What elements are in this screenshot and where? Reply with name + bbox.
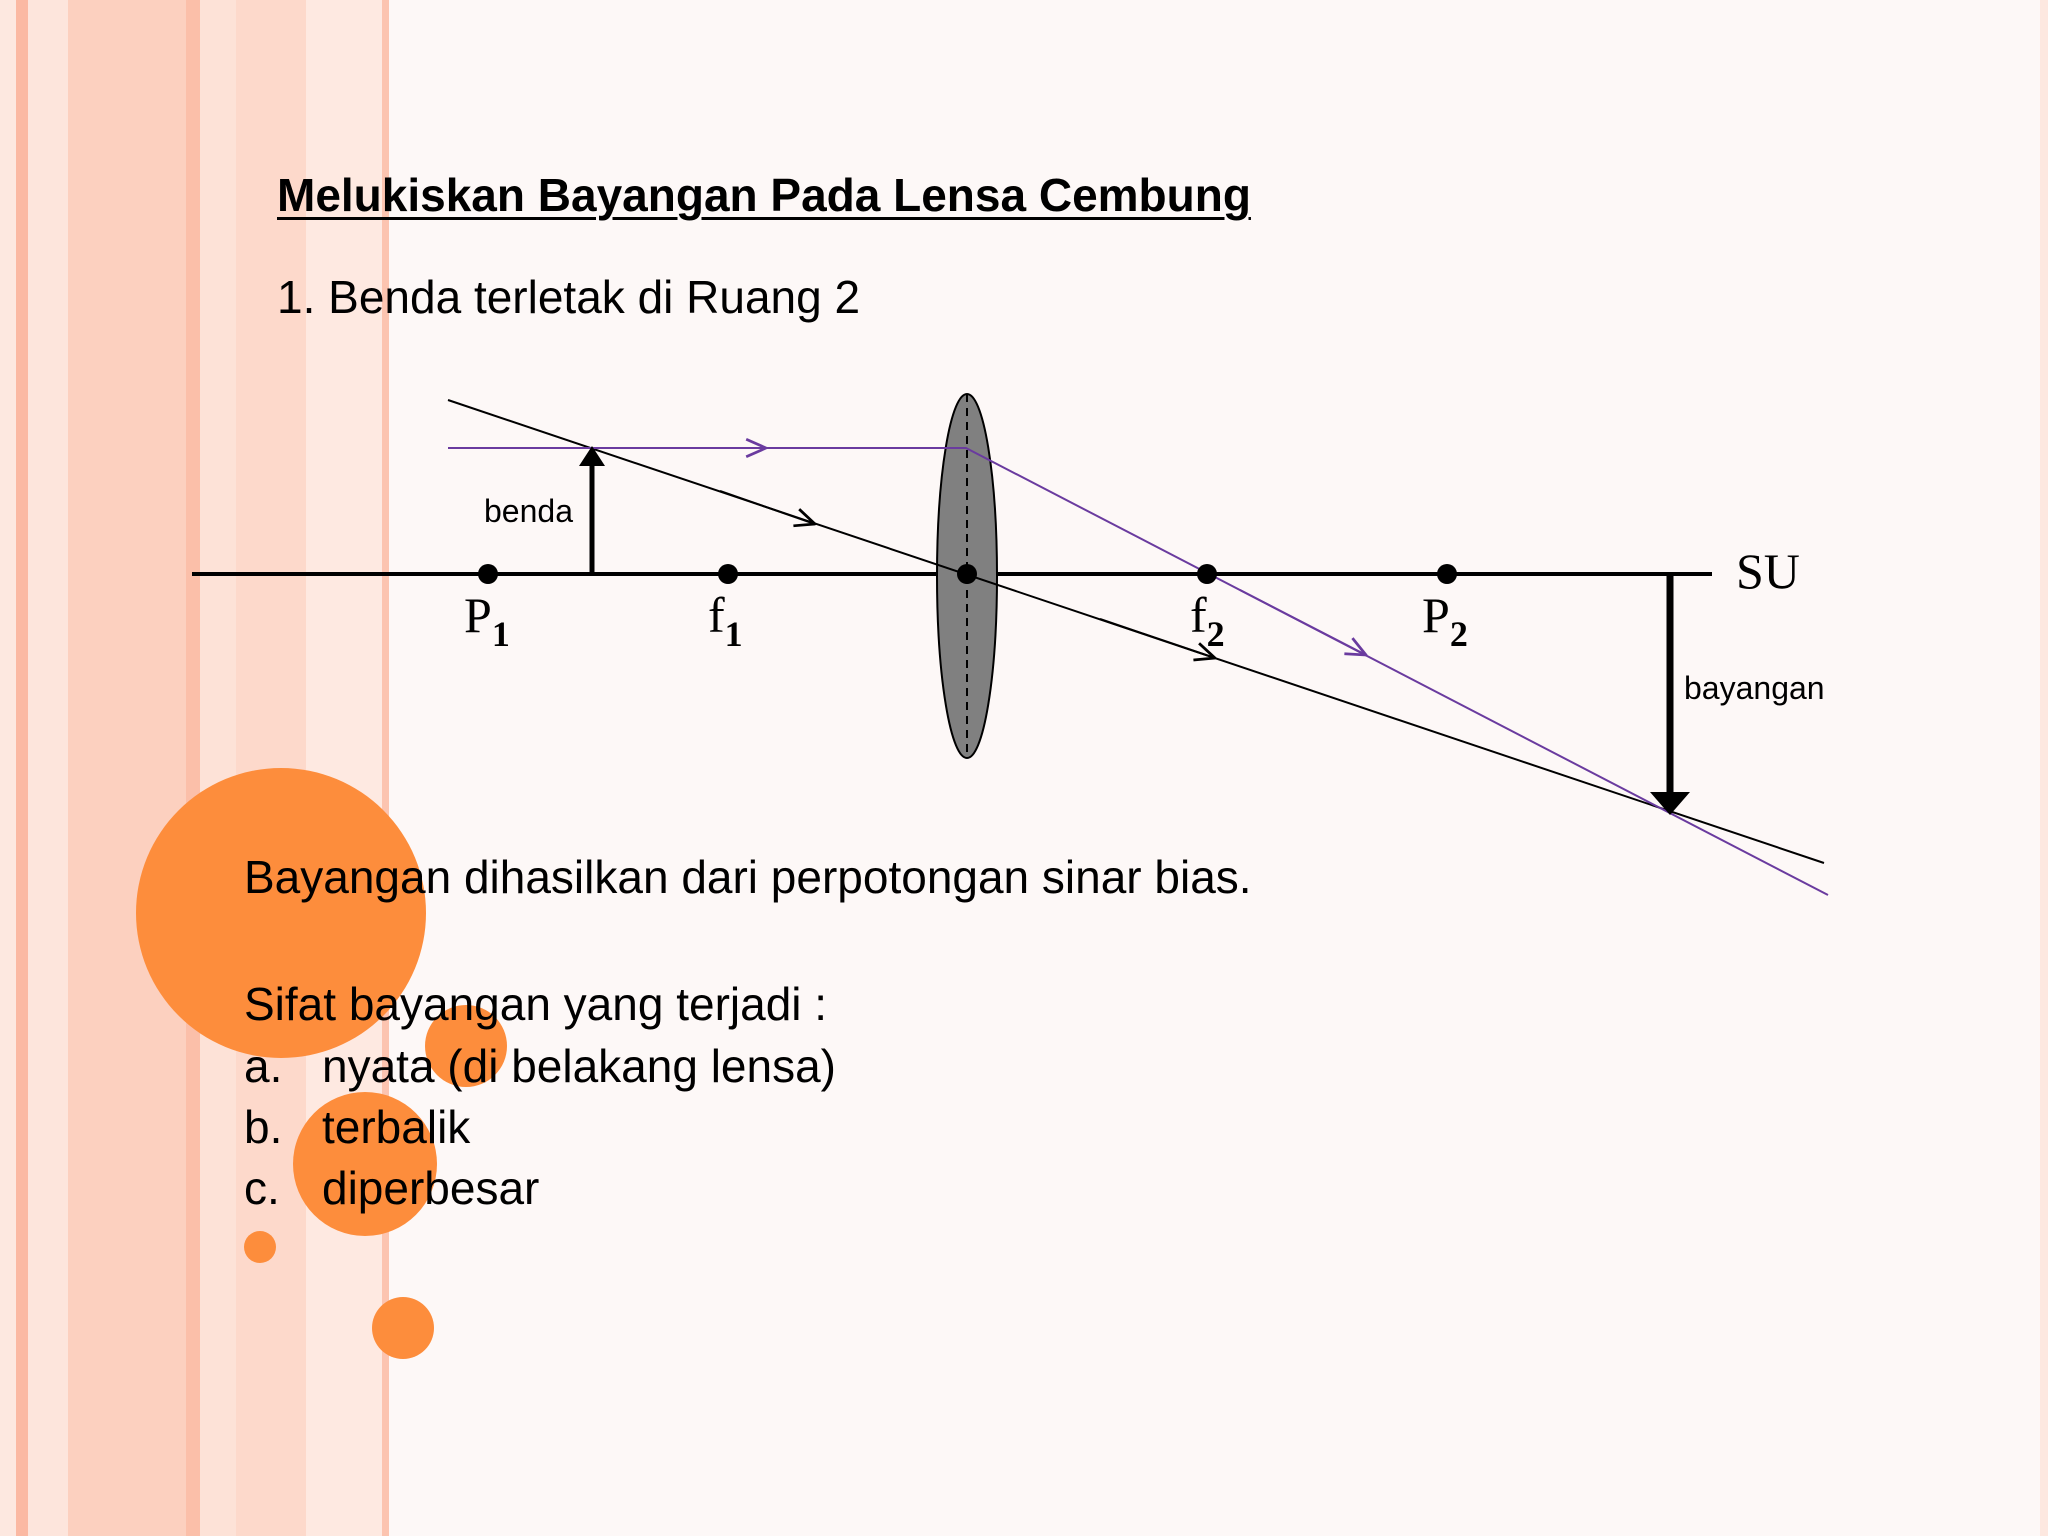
image-label: bayangan	[1684, 670, 1825, 706]
ray-parallel-arrow-2	[1240, 590, 1366, 655]
property-item	[244, 1097, 836, 1158]
point-f1	[718, 564, 738, 584]
point-f2	[1197, 564, 1217, 584]
explanation-text: Bayangan dihasilkan dari perpotongan sinar bias.	[244, 851, 1252, 903]
property-text: nyata (di belakang lensa)	[322, 1040, 836, 1092]
properties-list	[244, 1036, 836, 1219]
property-letter: a.	[244, 1040, 283, 1092]
point-p2	[1437, 564, 1457, 584]
image-arrow-head	[1650, 792, 1690, 815]
object-label: benda	[484, 493, 573, 529]
property-item	[244, 1158, 836, 1219]
point-label-p1: $P_1$	[464, 587, 510, 654]
slide-subtitle: 1. Benda terletak di Ruang 2	[277, 271, 861, 323]
property-letter: c.	[244, 1162, 280, 1214]
slide-title: Melukiskan Bayangan Pada Lensa Cembung	[277, 169, 1251, 221]
properties-heading: Sifat bayangan yang terjadi :	[244, 978, 828, 1030]
axis-label: SU	[1736, 543, 1800, 599]
point-label-p2: $P_2$	[1422, 587, 1468, 654]
point-label-f2: $f_2$	[1190, 587, 1225, 654]
property-item	[244, 1036, 836, 1097]
point-p1	[478, 564, 498, 584]
property-letter: b.	[244, 1101, 283, 1153]
ray-parallel	[448, 448, 1828, 895]
property-text: terbalik	[322, 1101, 471, 1153]
ray-center-arrow-1	[720, 491, 815, 524]
point-label-f1: $f_1$	[708, 587, 743, 654]
property-text: diperbesar	[322, 1162, 540, 1214]
point-lens-center	[957, 564, 977, 584]
